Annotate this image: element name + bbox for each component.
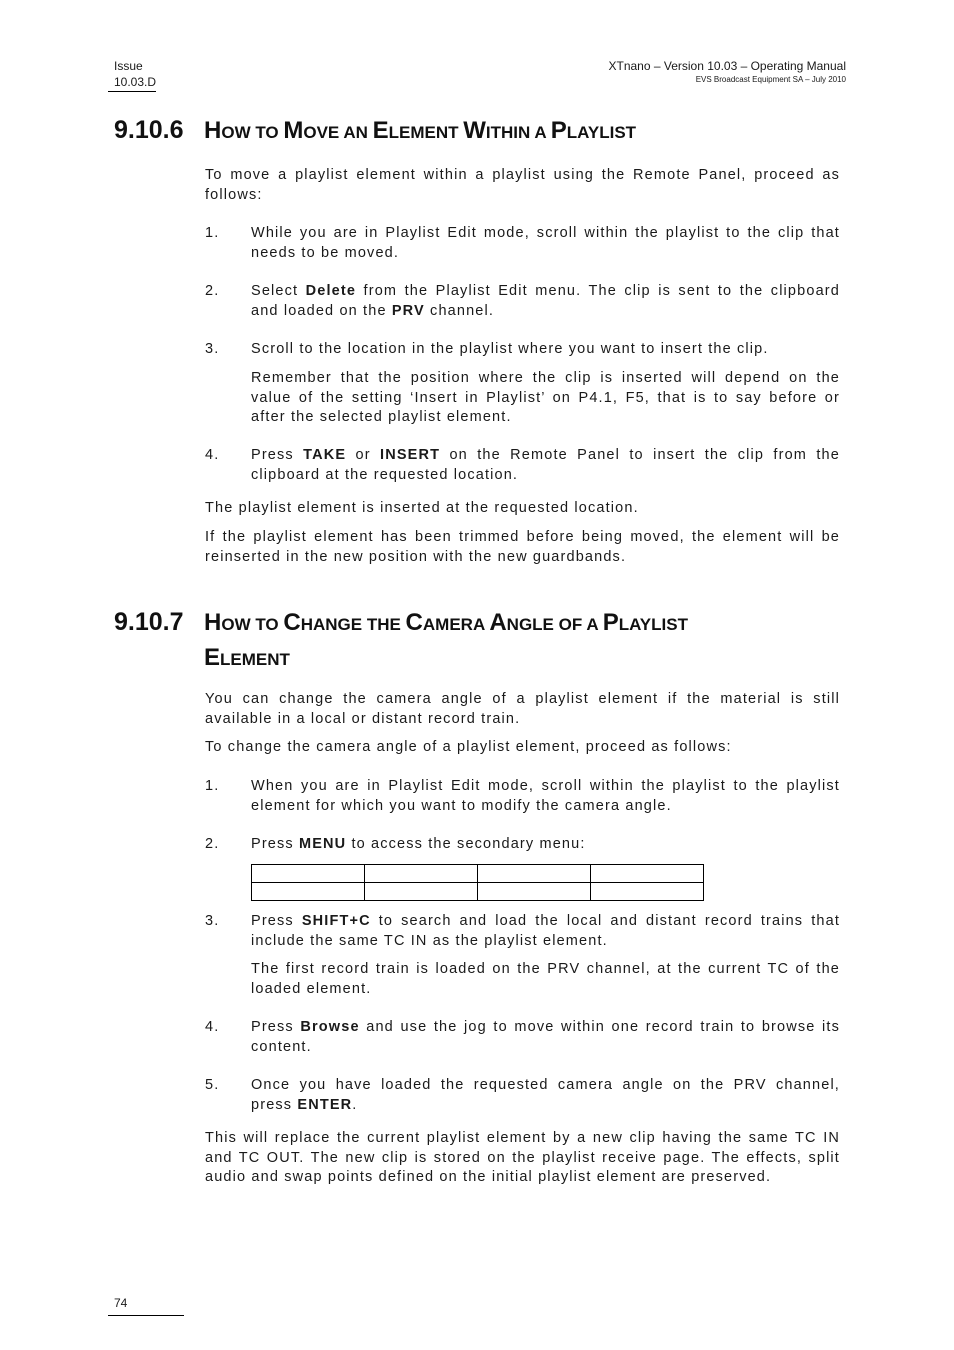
intro-paragraph: To change the camera angle of a playlist element, proceed as follows:	[205, 739, 732, 755]
menu-cell	[365, 865, 478, 883]
intro-paragraph: To move a playlist element within a playlist using the Remote Panel, proceed as follows:	[205, 167, 840, 203]
menu-cell	[252, 883, 365, 901]
manual-title: XTnano – Version 10.03 – Operating Manual	[608, 59, 846, 73]
secondary-menu-table	[251, 864, 704, 901]
section-title: HOW TO MOVE AN ELEMENT WITHIN A PLAYLIST	[204, 117, 637, 144]
menu-cell	[478, 883, 591, 901]
paragraph: The playlist element is inserted at the requested location.	[205, 500, 639, 516]
step-note: Remember that the position where the clip is inserted will depend on the value of the setting ‘Insert in Playlist’ on P4.1, F5, that is to say before or after the selected playlist element.	[251, 370, 840, 425]
issue-number: 10.03.D	[114, 75, 157, 89]
step-note: The first record train is loaded on the PRV channel, at the current TC of the loaded element.	[251, 961, 840, 997]
footer-rule	[108, 1315, 184, 1316]
header-issue	[114, 58, 156, 90]
table-row	[252, 865, 704, 883]
paragraph: If the playlist element has been trimmed before being moved, the element will be reinserted in the new position with the new guardbands.	[205, 529, 840, 565]
section-title: HOW TO CHANGE THE CAMERA ANGLE OF A PLAYLIST ELEMENT	[204, 609, 688, 671]
menu-cell	[591, 865, 704, 883]
manual-subtitle: EVS Broadcast Equipment SA – July 2010	[695, 75, 846, 84]
menu-cell	[365, 883, 478, 901]
table-row	[252, 883, 704, 901]
footer	[114, 1296, 127, 1310]
issue-label: Issue	[114, 59, 143, 73]
section-number: 9.10.6	[114, 116, 184, 144]
header-title-block	[609, 58, 847, 85]
intro-paragraph: You can change the camera angle of a playlist element if the material is still available in a local or distant record train.	[205, 691, 840, 727]
section-number: 9.10.7	[114, 608, 184, 636]
menu-cell	[591, 883, 704, 901]
menu-cell	[478, 865, 591, 883]
menu-cell	[252, 865, 365, 883]
paragraph: This will replace the current playlist element by a new clip having the same TC IN and TC OUT. The new clip is stored on the playlist receive page. The effects, split audio and swap points defined on the initial playlist element are preserved.	[205, 1130, 840, 1185]
header-rule	[108, 91, 156, 92]
page-number: 74	[114, 1296, 128, 1310]
